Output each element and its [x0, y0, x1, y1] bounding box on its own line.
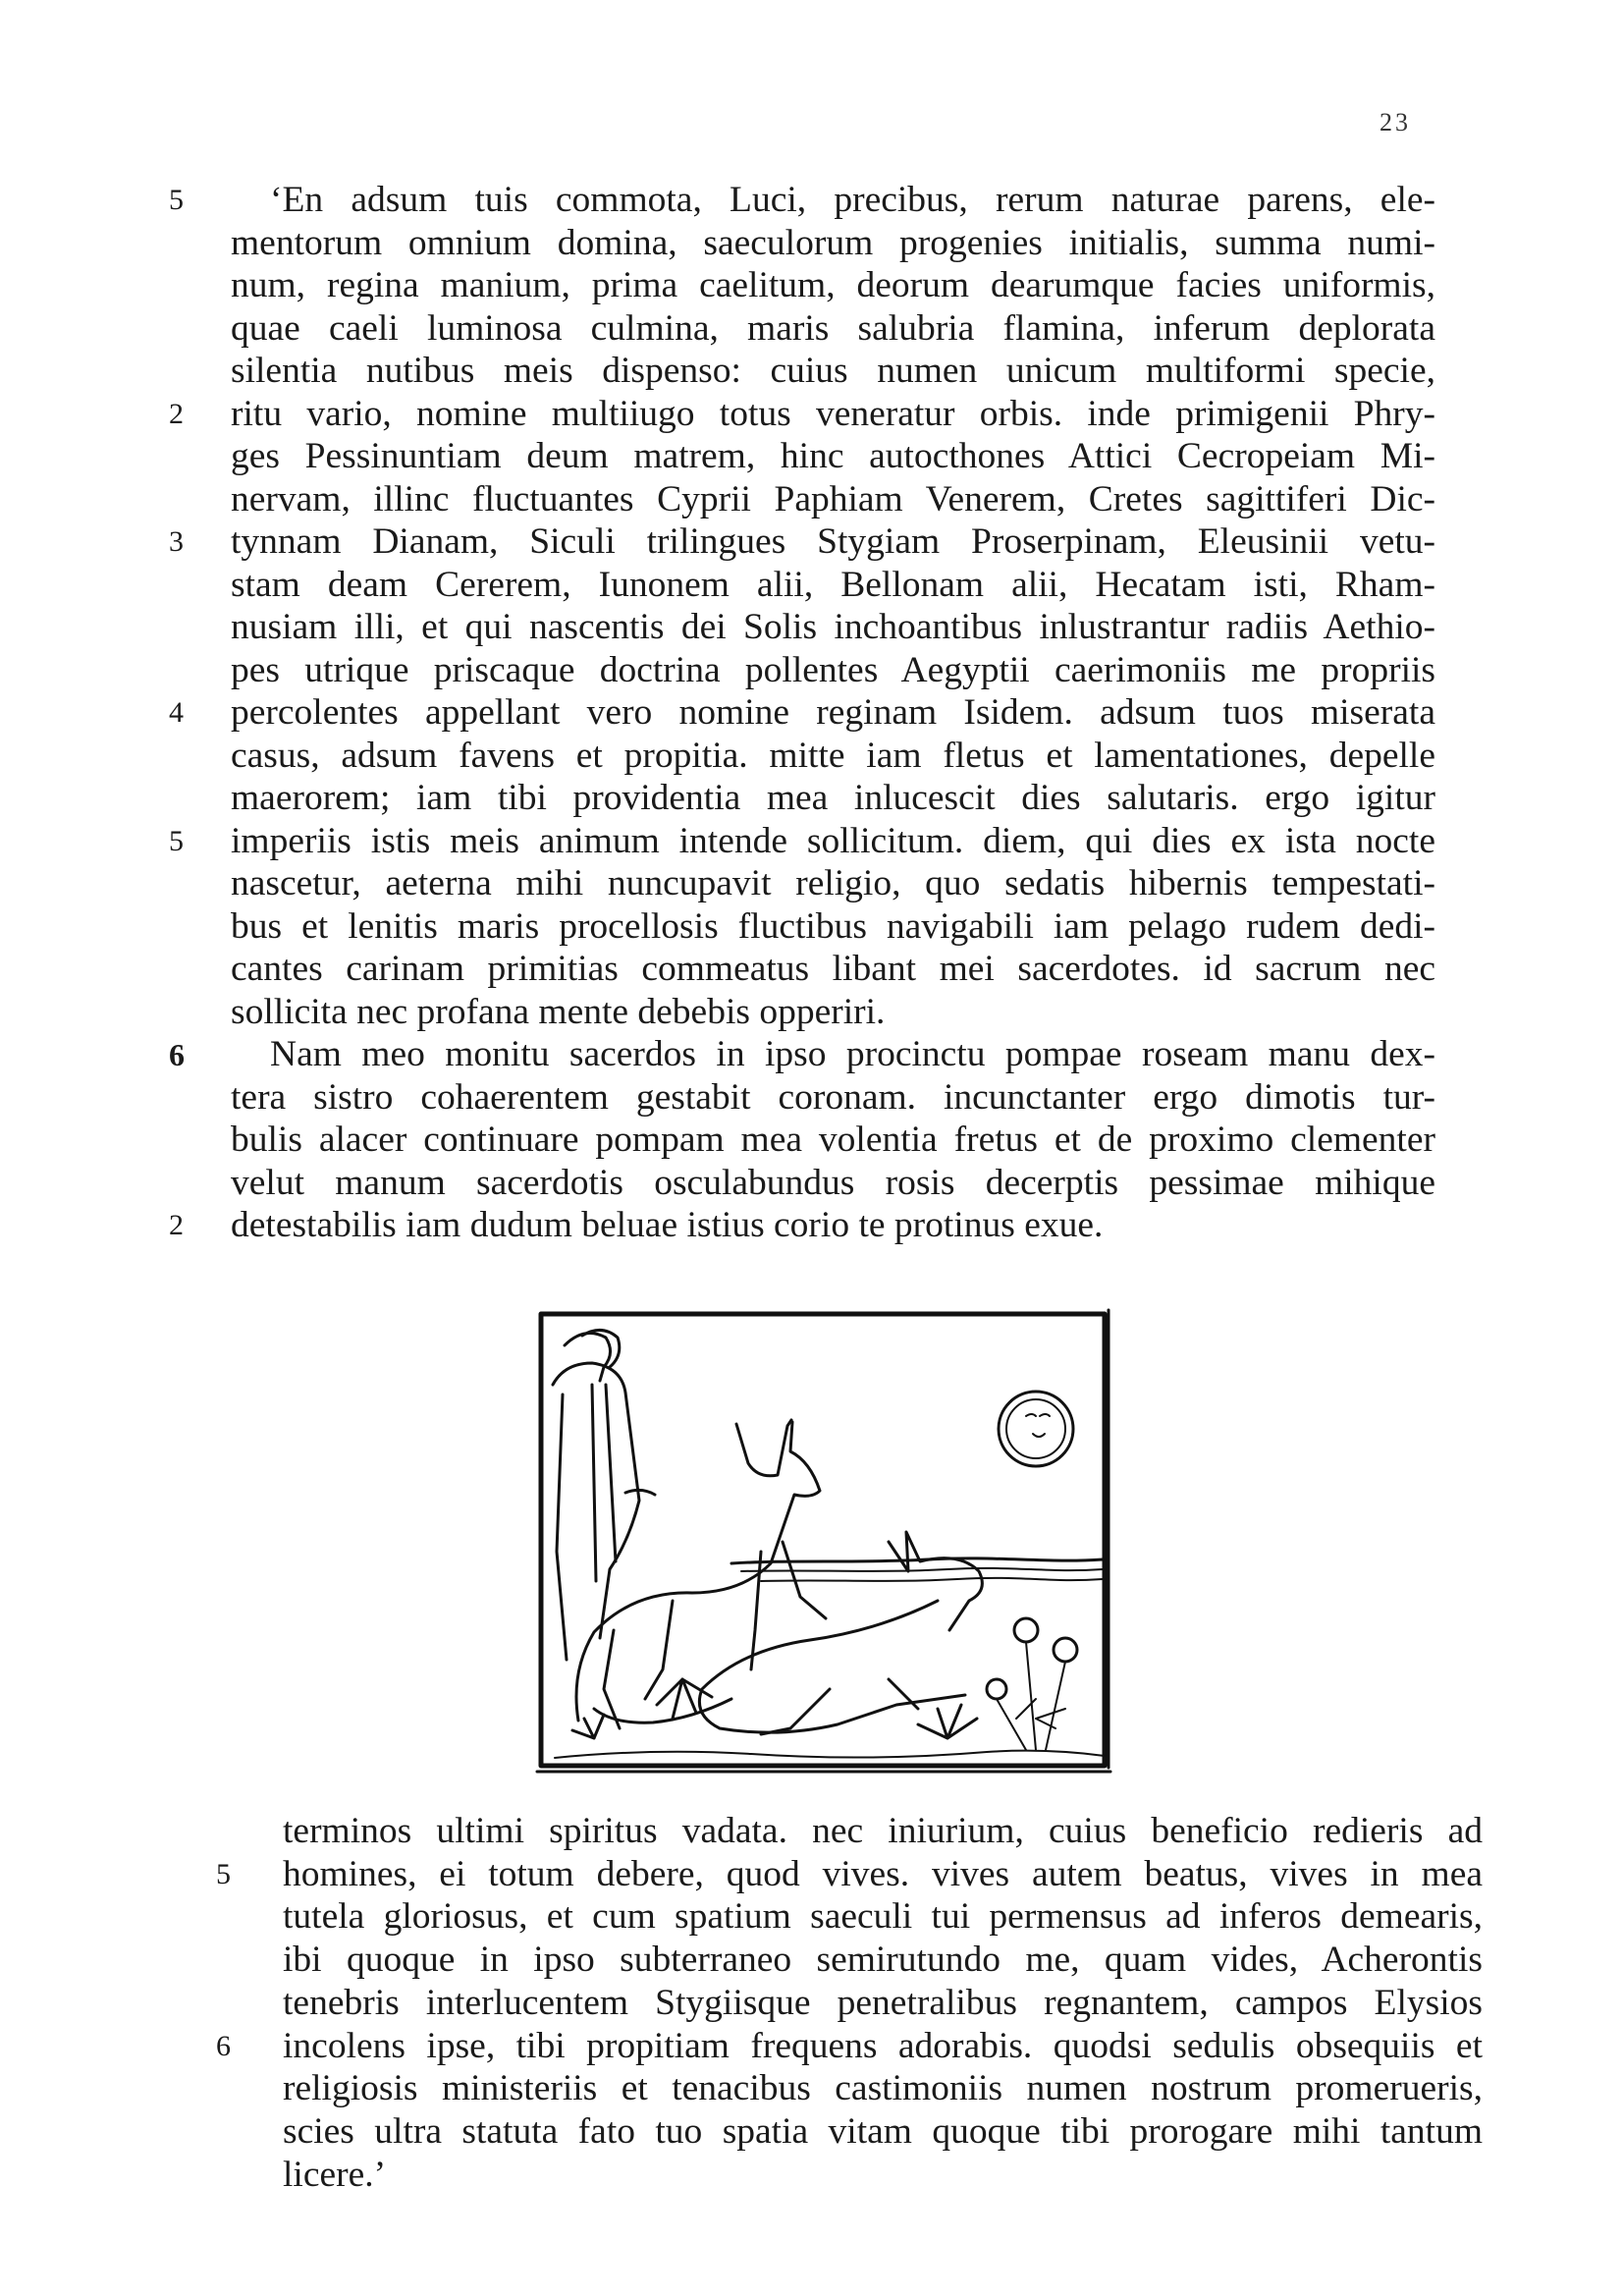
- page-number: 23: [1380, 108, 1411, 137]
- text-line: ges Pessinuntiam deum matrem, hinc autocthones Attici Cecropeiam Mi-: [231, 436, 1435, 476]
- text-line: pes utrique priscaque doctrina pollentes Aegyptii caerimoniis me propriis: [231, 649, 1435, 690]
- text-line: ibi quoque in ipso subterraneo semirutundo me, quam vides, Acherontis: [283, 1940, 1483, 1981]
- margin-line-number: 6: [216, 2029, 231, 2062]
- margin-line-number: 4: [169, 696, 184, 729]
- text-line: tynnam Dianam, Siculi trilingues Stygiam Proserpinam, Eleusinii vetu-: [231, 521, 1435, 562]
- text-line: nervam, illinc fluctuantes Cyprii Paphiam Venerem, Cretes sagittiferi Dic-: [231, 478, 1435, 519]
- text-line: Nam meo monitu sacerdos in ipso procinctu pompae roseam manu dex-: [270, 1034, 1435, 1074]
- margin-line-number: 5: [216, 1857, 231, 1890]
- text-line: stam deam Cererem, Iunonem alii, Bellonam alii, Hecatam isti, Rham-: [231, 564, 1435, 605]
- margin-line-number: 3: [169, 525, 184, 558]
- text-line: num, regina manium, prima caelitum, deorum dearumque facies uniformis,: [231, 265, 1435, 305]
- text-line: nascetur, aeterna mihi nuncupavit religio, quo sedatis hibernis tempestati-: [231, 863, 1435, 903]
- text-line: scies ultra statuta fato tuo spatia vitam quoque tibi prorogare mihi tantum: [283, 2110, 1483, 2152]
- text-line: nusiam illi, et qui nascentis dei Solis inchoantibus inlustrantur radiis Aethio-: [231, 607, 1435, 647]
- text-line: ‘En adsum tuis commota, Luci, precibus, rerum naturae parens, ele-: [270, 180, 1435, 220]
- text-line: incolens ipse, tibi propitiam frequens adorabis. quodsi sedulis obsequiis et: [283, 2025, 1483, 2066]
- text-line: maerorem; iam tibi providentia mea inlucescit dies salutaris. ergo igitur: [231, 778, 1435, 818]
- margin-line-number: 6: [169, 1037, 185, 1072]
- text-line: mentorum omnium domina, saeculorum progenies initialis, summa numi-: [231, 222, 1435, 263]
- text-line: licere.’: [283, 2154, 387, 2195]
- text-line: percolentes appellant vero nomine reginam Isidem. adsum tuos miserata: [231, 692, 1435, 733]
- text-line: cantes carinam primitias commeatus libant mei sacerdotes. id sacrum nec: [231, 949, 1435, 989]
- text-line: detestabilis iam dudum beluae istius corio te protinus exue.: [231, 1205, 1104, 1245]
- text-line: religiosis ministeriis et tenacibus castimoniis numen nostrum promerueris,: [283, 2068, 1483, 2109]
- text-line: tutela gloriosus, et cum spatium saeculi tui permensus ad inferos demearis,: [283, 1896, 1483, 1938]
- woodcut-illustration: [535, 1306, 1112, 1774]
- margin-line-number: 5: [169, 824, 184, 857]
- margin-line-number: 5: [169, 184, 184, 216]
- text-line: sollicita nec profana mente debebis opperiri.: [231, 991, 886, 1032]
- text-line: bulis alacer continuare pompam mea volentia fretus et de proximo clementer: [231, 1120, 1435, 1160]
- text-line: velut manum sacerdotis osculabundus rosis decerptis pessimae mihique: [231, 1162, 1435, 1203]
- text-line: tera sistro cohaerentem gestabit coronam. incunctanter ergo dimotis tur-: [231, 1076, 1435, 1118]
- text-line: terminos ultimi spiritus vadata. nec iniurium, cuius beneficio redieris ad: [283, 1811, 1483, 1851]
- text-line: silentia nutibus meis dispenso: cuius numen unicum multiformi specie,: [231, 351, 1435, 391]
- text-line: bus et lenitis maris procellosis fluctibus navigabili iam pelago rudem dedi-: [231, 905, 1435, 947]
- margin-line-number: 2: [169, 1209, 184, 1241]
- margin-line-number: 2: [169, 397, 184, 430]
- text-line: quae caeli luminosa culmina, maris salubria flamina, inferum deplorata: [231, 307, 1435, 349]
- text-line: casus, adsum favens et propitia. mitte iam fletus et lamentationes, depelle: [231, 735, 1435, 776]
- text-line: homines, ei totum debere, quod vives. vives autem beatus, vives in mea: [283, 1853, 1483, 1894]
- text-line: imperiis istis meis animum intende sollicitum. diem, qui dies ex ista nocte: [231, 820, 1435, 861]
- text-line: ritu vario, nomine multiiugo totus veneratur orbis. inde primigenii Phry-: [231, 393, 1435, 434]
- text-line: tenebris interlucentem Stygiisque penetralibus regnantem, campos Elysios: [283, 1982, 1483, 2023]
